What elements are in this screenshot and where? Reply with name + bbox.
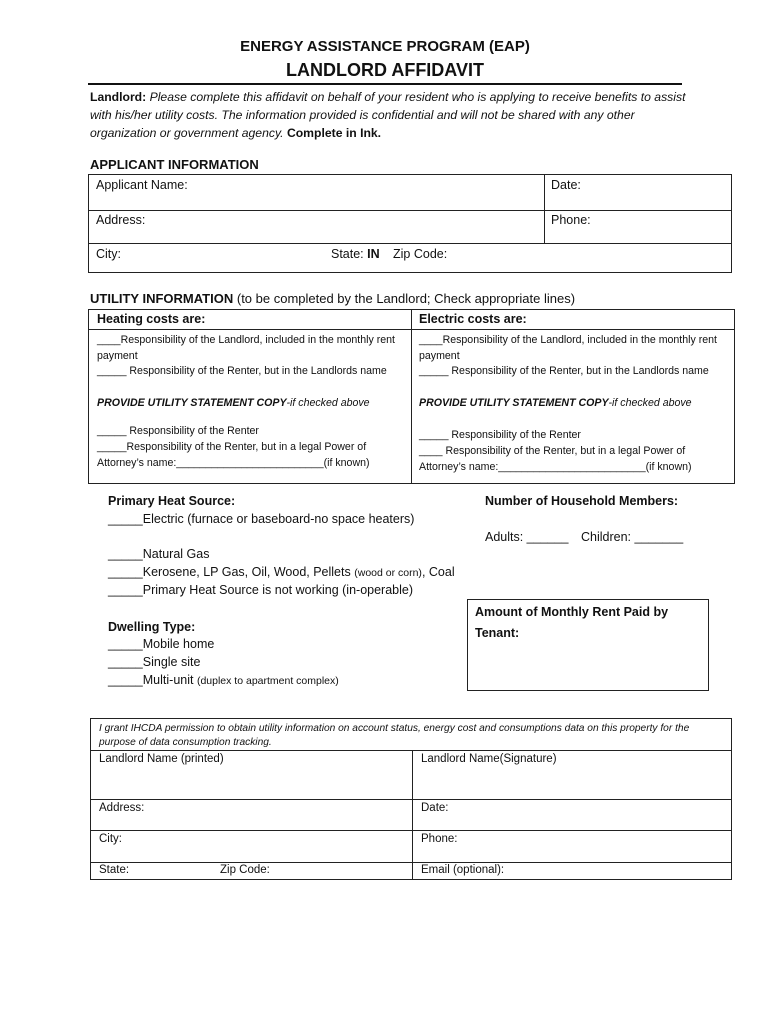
- landlord-zip-label: Zip Code:: [220, 864, 270, 876]
- electric-option-renter-landlord-name: _____ Responsibility of the Renter, but in the Landlords name: [419, 365, 709, 377]
- heat-source-not-working: _____Primary Heat Source is not working (in-operable): [108, 583, 414, 597]
- rent-heading-line1: Amount of Monthly Rent Paid by: [475, 605, 669, 619]
- applicant-address-label: Address:: [96, 213, 146, 227]
- heat-source-kerosene: [108, 565, 455, 579]
- landlord-city-label: City:: [99, 833, 122, 845]
- intro-paragraph: [90, 88, 690, 142]
- form-subtitle: LANDLORD AFFIDAVIT: [286, 60, 484, 80]
- intro-lead: Landlord:: [90, 90, 147, 104]
- heating-provide-statement: [97, 396, 407, 412]
- applicant-zip-label: Zip Code:: [393, 247, 448, 261]
- intro-complete: Complete in Ink.: [286, 126, 382, 140]
- utility-table: [88, 309, 735, 484]
- heating-provide-label: PROVIDE UTILITY STATEMENT COPY: [97, 397, 287, 409]
- applicant-state-value: IN: [367, 247, 380, 261]
- applicant-state-label: State:: [331, 247, 364, 261]
- heat-source-heading: Primary Heat Source:: [108, 494, 236, 508]
- applicant-table: [88, 174, 732, 273]
- applicant-city-label: City:: [96, 247, 121, 261]
- electric-option-power-of-attorney: ____ Responsibility of the Renter, but in a legal Power of Attorney’s name:_________________________(if known): [419, 445, 692, 473]
- utility-heading: UTILITY INFORMATION: [90, 291, 234, 306]
- rent-box: [467, 599, 709, 691]
- dwelling-single-site: _____Single site: [108, 655, 201, 669]
- applicant-date-label: Date:: [551, 178, 581, 192]
- household-adults: Adults: ______: [485, 530, 569, 544]
- electric-option-landlord: ____Responsibility of the Landlord, included in the monthly rent payment: [419, 334, 717, 362]
- household-heading: Number of Household Members:: [485, 494, 679, 508]
- heat-source-kerosene-end: , Coal: [421, 565, 455, 579]
- heating-option-renter-landlord-name: _____ Responsibility of the Renter, but in the Landlords name: [97, 365, 387, 377]
- electric-title: Electric costs are:: [419, 312, 527, 326]
- applicant-state: [331, 247, 380, 261]
- heat-source-electric: _____Electric (furnace or baseboard-no space heaters): [108, 512, 415, 526]
- landlord-email-label: Email (optional):: [421, 864, 505, 876]
- household-children: Children: _______: [581, 530, 684, 544]
- landlord-address-label: Address:: [99, 802, 145, 814]
- applicant-heading: APPLICANT INFORMATION: [90, 157, 259, 172]
- electric-provide-statement: [419, 396, 729, 412]
- rent-heading-line2: Tenant:: [475, 626, 520, 640]
- heating-title: Heating costs are:: [97, 312, 206, 326]
- form-title: ENERGY ASSISTANCE PROGRAM (EAP): [240, 38, 530, 55]
- dwelling-multi-unit-small: (duplex to apartment complex): [196, 675, 339, 687]
- heat-source-kerosene-main: _____Kerosene, LP Gas, Oil, Wood, Pellets: [108, 565, 351, 579]
- electric-option-renter: _____ Responsibility of the Renter: [419, 429, 581, 441]
- electric-provide-label: PROVIDE UTILITY STATEMENT COPY: [419, 397, 609, 409]
- landlord-phone-label: Phone:: [421, 833, 458, 845]
- title-rule: [88, 83, 682, 85]
- applicant-phone-label: Phone:: [551, 213, 591, 227]
- landlord-name-signature-label: Landlord Name(Signature): [421, 753, 557, 765]
- applicant-name-label: Applicant Name:: [96, 178, 188, 192]
- heating-option-power-of-attorney: _____Responsibility of the Renter, but in a legal Power of Attorney’s name:_________________________(if known): [97, 441, 370, 469]
- landlord-consent: I grant IHCDA permission to obtain utility information on account status, energy cost and consumptions data on this property for the purpose of data consumption tracking.: [99, 723, 690, 748]
- heating-option-renter: _____ Responsibility of the Renter: [97, 425, 259, 437]
- utility-heading-note: (to be completed by the Landlord; Check appropriate lines): [236, 291, 576, 306]
- landlord-state-label: State:: [99, 864, 130, 876]
- utility-heading-line: [90, 291, 575, 306]
- electric-provide-note: -if checked above: [608, 397, 692, 409]
- dwelling-multi-unit-main: _____Multi-unit: [108, 673, 194, 687]
- heat-source-kerosene-small: (wood or corn): [354, 567, 422, 579]
- landlord-date-label: Date:: [421, 802, 449, 814]
- intro-text: Please complete this affidavit on behalf of your resident who is applying to receive benefits to assist with his/her utility costs. The information provided is confidential and will not be shared with any other organization or government agency.: [90, 90, 686, 140]
- dwelling-mobile-home: _____Mobile home: [108, 637, 215, 651]
- heating-option-landlord: ____Responsibility of the Landlord, included in the monthly rent payment: [97, 334, 395, 362]
- heating-provide-note: -if checked above: [286, 397, 370, 409]
- heat-source-natural-gas: _____Natural Gas: [108, 547, 210, 561]
- dwelling-multi-unit: [108, 673, 339, 687]
- dwelling-heading: Dwelling Type:: [108, 620, 196, 634]
- landlord-name-printed-label: Landlord Name (printed): [99, 753, 224, 765]
- landlord-table: [90, 718, 732, 880]
